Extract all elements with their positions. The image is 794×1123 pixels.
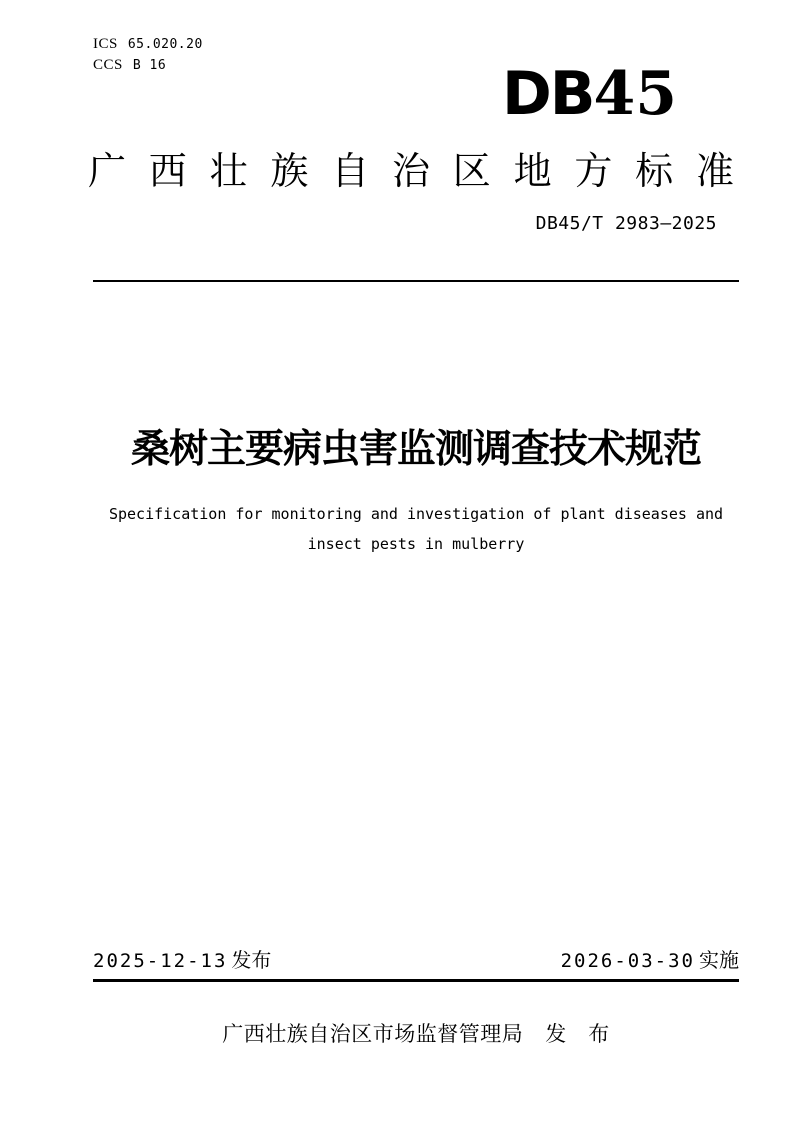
publisher-name: 广西壮族自治区市场监督管理局 xyxy=(222,1023,524,1046)
ics-value: 65.020.20 xyxy=(127,37,203,52)
standard-number: DB45/T 2983—2025 xyxy=(535,213,717,234)
issue-date: 2025-12-13 xyxy=(93,950,228,972)
document-title-english xyxy=(74,499,758,559)
publish-word: 发 布 xyxy=(545,1023,610,1046)
ics-label: ICS xyxy=(93,36,118,52)
dates-row xyxy=(93,949,739,974)
issue-word: 发布 xyxy=(231,950,272,972)
ccs-value: B 16 xyxy=(132,58,167,73)
ccs-code-row xyxy=(93,57,166,74)
implement-date-group xyxy=(561,949,739,974)
db45-logo xyxy=(501,59,677,129)
header-rule xyxy=(93,280,739,282)
document-title: 桑树主要病虫害监测调查技术规范 xyxy=(130,428,701,471)
implement-word: 实施 xyxy=(699,950,739,972)
db45-logo-region-code: 45 xyxy=(593,59,677,129)
db45-logo-prefix: DB xyxy=(501,59,594,129)
standard-name-heading: 广西壮族自治区地方标准 xyxy=(88,151,734,193)
footer-rule xyxy=(93,979,739,982)
publisher-line xyxy=(74,1022,758,1048)
document-title-english-line2: insect pests in mulberry xyxy=(307,535,525,553)
ccs-label: CCS xyxy=(93,57,123,73)
document-title-english-line1: Specification for monitoring and investigation of plant diseases and xyxy=(108,505,724,523)
issue-date-group xyxy=(93,949,271,974)
ics-code-row xyxy=(93,36,203,53)
implement-date: 2026-03-30 xyxy=(560,950,695,972)
